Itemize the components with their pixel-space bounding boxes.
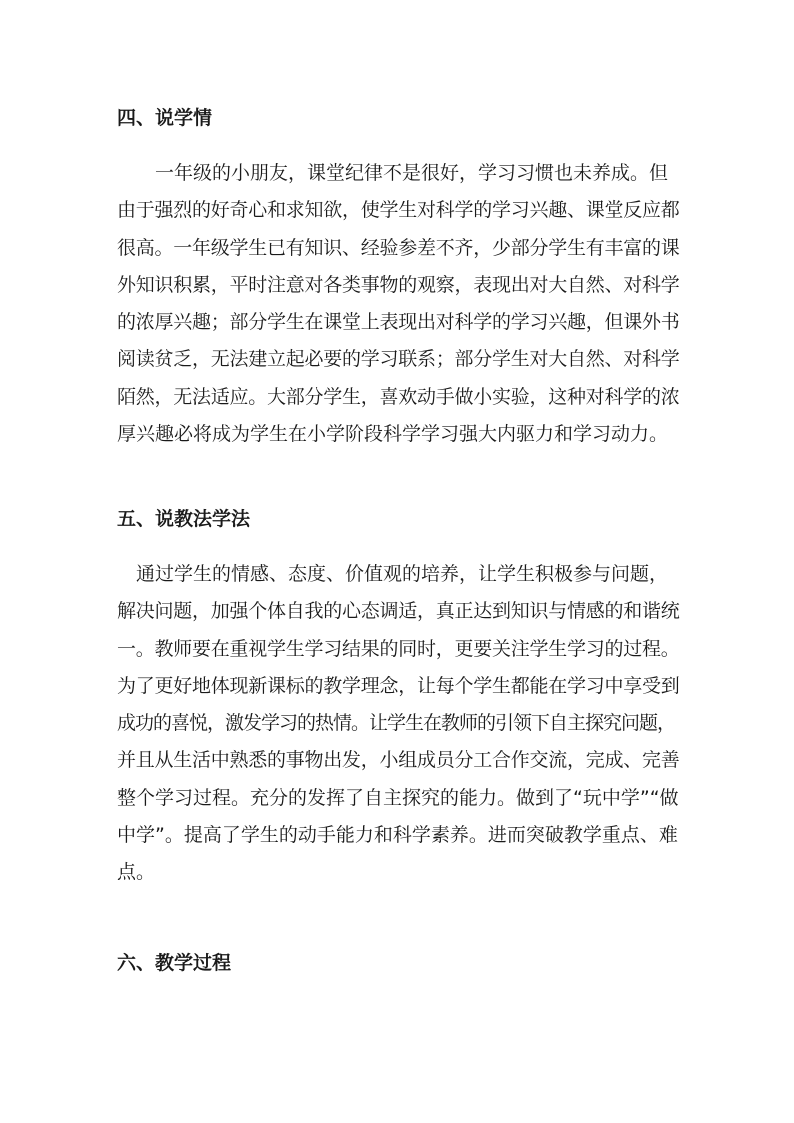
paragraph-line: 陌然，无法适应。大部分学生，喜欢动手做小实验，这种对科学的浓 xyxy=(117,385,680,408)
paragraph-line: 的浓厚兴趣；部分学生在课堂上表现出对科学的学习兴趣，但课外书 xyxy=(117,311,680,334)
paragraph-line: 厚兴趣必将成为学生在小学阶段科学学习强大内驱力和学习动力。 xyxy=(117,423,669,446)
paragraph-line: 并且从生活中熟悉的事物出发，小组成员分工合作交流，完成、完善 xyxy=(117,749,680,772)
paragraph-line: 一年级的小朋友，课堂纪律不是很好，学习习惯也未养成。但 xyxy=(117,162,669,184)
paragraph-line: 整个学习过程。充分的发挥了自主探究的能力。做到了“玩中学”“做 xyxy=(117,786,679,809)
paragraph-line: 很高。一年级学生已有知识、经验参差不齐，少部分学生有丰富的课 xyxy=(117,236,680,259)
paragraph-line: 阅读贫乏，无法建立起必要的学习联系；部分学生对大自然、对科学 xyxy=(117,348,680,371)
paragraph-line: 点。 xyxy=(117,861,156,884)
section-paragraph-learner-analysis xyxy=(117,155,682,453)
paragraph-line: 外知识积累，平时注意对各类事物的观察，表现出对大自然、对科学 xyxy=(117,273,680,296)
paragraph-line: 通过学生的情感、态度、价值观的培养，让学生积极参与问题， xyxy=(117,563,669,585)
section-heading-teaching-process: 六、教学过程 xyxy=(117,952,232,974)
paragraph-line: 解决问题，加强个体自我的心态调适，真正达到知识与情感的和谐统 xyxy=(117,600,680,623)
paragraph-line: 一。教师要在重视学生学习结果的同时，更要关注学生学习的过程。 xyxy=(117,637,680,660)
section-paragraph-teaching-methods xyxy=(117,556,682,892)
paragraph-line: 中学”。提高了学生的动手能力和科学素养。进而突破教学重点、难 xyxy=(117,824,678,847)
paragraph-line: 由于强烈的好奇心和求知欲，使学生对科学的学习兴趣、课堂反应都 xyxy=(117,199,680,222)
paragraph-line: 成功的喜悦，激发学习的热情。让学生在教师的引领下自主探究问题， xyxy=(117,712,676,735)
paragraph-line: 为了更好地体现新课标的教学理念，让每个学生都能在学习中享受到 xyxy=(117,674,680,697)
section-heading-teaching-methods: 五、说教法学法 xyxy=(117,508,251,530)
section-heading-learner-analysis: 四、说学情 xyxy=(117,107,213,129)
